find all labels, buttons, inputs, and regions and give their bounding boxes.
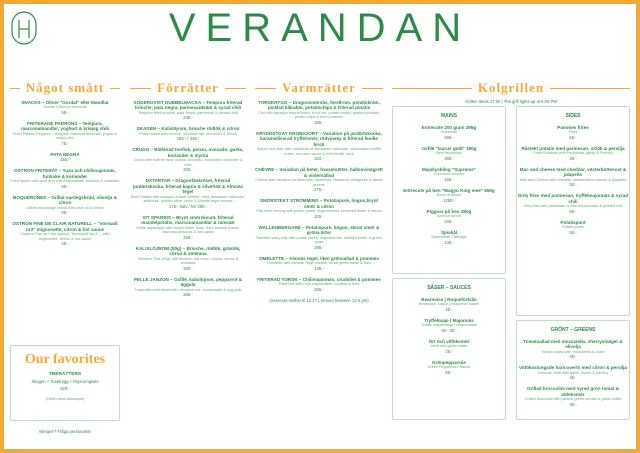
menu-item-title: Grönpepparsås (432, 360, 466, 365)
menu-item-title: OSTRON FINE DE CLAIR NATURELL – "normadi nr3" mignonette, citron & hot sauce (12, 221, 118, 232)
menu-item-price: 225:- (183, 234, 193, 240)
menu-item (255, 225, 383, 250)
menu-item-title: FRITERADE PADRONS – Tempura, marconamandlar, yoghurt & krispig chili (21, 121, 109, 132)
menu-item-description: Tempura fried brioche, pata negra, parmesan & pickled chili (137, 110, 239, 115)
menu-item-title: Mac and cheese med cheddar, västerbottenost & jalapeño (519, 167, 627, 178)
menu-item-price: 45:- (445, 307, 453, 312)
menu-item-description: Swedish veal patty with potato purée, lingonberries, clarified butter & green peas (255, 235, 382, 245)
menu-item (393, 360, 505, 375)
favorites-price: 625:- (60, 386, 70, 391)
menu-item-title: Spiskål (440, 230, 458, 235)
menu-item-price: 205:- (183, 167, 193, 173)
column-grill (392, 80, 630, 407)
menu-item-title: KALIXLÖJROM (50g) – Brioche, rödlök, gräslök, citron & smetana (135, 245, 241, 257)
section-header (255, 80, 383, 96)
menu-item-price: 320:- (183, 265, 193, 271)
menu-item-description: Grilled broccolini with pickled green tomato & garlic butter (524, 397, 622, 402)
menu-item-description: Pan-fried Herring with potato purée, lingonberries, browned butter & lemon (256, 209, 382, 214)
menu-item-price: 295:- (444, 135, 454, 140)
menu-item-price: 165:- (60, 157, 70, 163)
menu-item (130, 178, 246, 208)
grill-sides-items (517, 125, 629, 235)
menu-item-title: Pommes frites (557, 125, 589, 130)
menu-item (130, 126, 246, 141)
menu-item-price: 35:- 30:- (441, 328, 457, 333)
menu-item-title: CRUDO – Bläfenad tonfisk, ponzu, avocado, gurka, koriander & myntа (132, 147, 244, 158)
menu-item (130, 215, 246, 240)
menu-item-title: Potatispuré (560, 219, 586, 225)
column-small (10, 80, 120, 252)
menu-item-description: Beef tenderloin (436, 151, 462, 156)
column-starters (130, 80, 246, 303)
menu-item-price: 265:- (444, 156, 454, 161)
menu-item-title: Tryffelmajo | Majonnäs (424, 318, 474, 323)
menu-item (393, 230, 505, 245)
menu-item-price: 85:- (61, 210, 69, 216)
menu-item (393, 297, 505, 312)
menu-item-description: Green Peppercorn Sauce (427, 365, 471, 370)
menu-item-price: 55:- (445, 370, 453, 375)
menu-item-price: 175:- halv / hel 285:- (168, 203, 208, 209)
menu-item-price: 265:- (314, 286, 324, 292)
menu-item (10, 100, 120, 115)
section-header (10, 80, 120, 96)
menu-item-price: 45:- (569, 375, 577, 381)
section-title-small: Något smått (25, 80, 105, 95)
menu-item (10, 195, 120, 215)
menu-item-price: 185:- / 245:- (176, 136, 200, 142)
menu-item-description: Potato purée (562, 225, 584, 230)
menu-item-price: 145:- (314, 265, 324, 271)
menu-item-description: Herb and garlic butter (430, 344, 468, 349)
menu-item-title: VIT SPARRIS – Brynt smörsksum, friterad mandelpotatis, marconamandlar & rams&k (141, 214, 235, 226)
menu-item (255, 256, 383, 271)
grill-sides-head: SIDES (565, 113, 581, 119)
menu-item-description: Truffle mayonnaise | Mayonnaise (421, 323, 477, 328)
menu-item (10, 121, 120, 146)
grill-sauces-items (393, 297, 505, 375)
menu-item (130, 100, 246, 120)
menu-item (393, 209, 505, 224)
menu-item-description: Fries (568, 130, 578, 135)
menu-item (255, 198, 383, 218)
menu-item-description: Omelette with Almnäs Tegel cheese, small green salad & fries (267, 261, 371, 266)
menu-item-description: Fried Potatoes with Parmesan, garlic & Parsley (533, 151, 613, 156)
menu-item-description: Corn-feed chicken (433, 172, 465, 177)
menu-item (130, 277, 246, 297)
menu-item-price: 55:- (61, 110, 69, 115)
menu-item-description: Mac and Cheese with cheddar, västerbotten cheese & jalapeño (519, 177, 627, 182)
menu-item-price: 75:- (61, 141, 69, 146)
menu-item-title: Ört och vitlöksmör (428, 339, 470, 344)
menu-item (393, 339, 505, 354)
menu-item (517, 167, 629, 187)
menu-item (255, 167, 383, 192)
menu-item (255, 277, 383, 292)
menu-item (10, 152, 120, 162)
section-items (130, 100, 246, 297)
menu-item-title: Grillad broccolini med syrad grön tomat & vitlöksmör (527, 386, 619, 397)
section-title-starters: Förrätter (157, 80, 219, 95)
section-header (130, 80, 246, 96)
grill-greens-items (517, 339, 629, 407)
menu-item-title: Råstekt potatis med parmesan, vitlök & persilja (521, 146, 625, 151)
menu-item-description: Tomato salad with mozzarella & onion (541, 349, 605, 354)
menu-item-title: PELLE JANZON – Oxfilé, kalixlöjrom, pepparrot & äggula (133, 276, 243, 288)
menu-item (517, 125, 629, 140)
menu-item (255, 131, 383, 161)
menu-item-description: Prawn salad with brioche, vendace roe, red onion & lemon (138, 131, 238, 136)
mains-time-note: (Serveras mellan kl 12-17 | Served between 12-5 pm) (269, 297, 369, 303)
menu-item-description: Dirty fries with parmesan, truffle mayonnaise & pickled chili (523, 204, 623, 209)
menu-item-title: DXTARTAR – Dragonfänkrösel, friterad jordärtskocka, friterad kapris & silverlök & Almnäs tegel (132, 178, 244, 195)
favorites-box (10, 345, 120, 421)
menu-item-price: 235:- (183, 115, 193, 121)
menu-item-price: 65:- (569, 208, 577, 214)
menu-item-title: Entrecote 200 gram 295g (421, 125, 477, 130)
menu-item-description: Haricots verts with garlic, lemon & parsley (537, 370, 609, 375)
favorites-title: Our favorites (24, 352, 106, 367)
favorites-note: (Gäller hela sällskapet) (45, 397, 85, 401)
menu-item-description: White asparagus with brown butter foam, fried almond potato, Marcona almonds & wild garlic (136, 225, 240, 235)
menu-item-title: KRYDDSTOAT KRONHJORT – Variation på jordärtskocka, karamelliserad tryffelsmör, rödvinsky & friterad feuille brick (256, 131, 382, 147)
section-title-mains: Varmrätter (282, 80, 356, 95)
menu-item-description: Grilled sourdough bread with olive oil & lemon (26, 205, 104, 210)
menu-item-price: 295:- (314, 244, 324, 250)
menu-item-title: Vitlöksslungade haricoverts med citron & persilja (519, 365, 627, 371)
grill-sauces-head: SÅSER – SAUCES (427, 285, 471, 291)
menu-item-description: Fried Padron Peppers – tempura, marcona almonds, yogurt & crispy chili (13, 131, 117, 141)
grill-greens-head: GRÖNT – GREENS (550, 327, 596, 333)
menu-item-title: OMELETTE – Almnäs tegel, liten grönsallad & pommes (259, 255, 379, 261)
menu-item-price: 320:- (314, 156, 324, 162)
menu-item (393, 318, 505, 333)
menu-item-description: Gordal Olives or Almonds (43, 105, 87, 110)
favorites-line1: TRERÄTTERS (48, 372, 82, 377)
menu-item-title: SKAGEN – Kalixlöjrom, brioche rödlök & citron (136, 126, 240, 132)
menu-item-title: Entrecote på ben "Wagyu King mee" 850g (403, 188, 495, 193)
menu-item (517, 220, 629, 235)
menu-item (517, 365, 629, 380)
menu-item-price: 65:- (61, 183, 69, 189)
menu-item-price: 45:- (61, 241, 69, 247)
column-mains (255, 80, 383, 303)
menu-item-title: PATA NEGRA (50, 152, 80, 157)
menu-item (255, 100, 383, 125)
menu-item-description: Toast with beef tenderloin, vendace roe, horseradish & egg yolk (134, 287, 242, 292)
menu-item-title: Piggvar på ben 350g (426, 209, 472, 214)
menu-item-price: 275:- (314, 187, 324, 193)
favorites-line2: Skagen + Torskrygg + Popcornglass (31, 379, 99, 384)
menu-item (393, 167, 505, 182)
menu-item-title: Oxfilé "laurus gold" 180g (421, 146, 477, 151)
menu-item (10, 168, 120, 188)
grill-greens-panel (516, 320, 630, 420)
menu-item-title: SMÖRSTEKT STRÖMMING – Potatispuré, lingon,brynt smör & citron (259, 198, 379, 209)
menu-item-description: Entrecote (440, 130, 458, 135)
grill-sides-panel (516, 106, 630, 316)
menu-item-title: Bearnaise | Roquefortsås (421, 297, 477, 302)
menu-item (393, 146, 505, 161)
grill-mains-items (393, 125, 505, 245)
grill-mains-head: MAINS (440, 113, 458, 119)
menu-item (517, 339, 629, 359)
menu-item-price: 165:- (444, 177, 454, 182)
menu-item-price: 225:- (314, 213, 324, 219)
page-title: VERANDAN (168, 6, 472, 50)
menu-item-price: 335:- (314, 120, 324, 125)
grill-mains-panel (392, 106, 506, 274)
menu-item-description: Vendace Roe (50g) with brioche, red onion, chives, lemon & smetana (137, 256, 239, 266)
menu-item-title: Tomatsallad med mozzarella, sherryvinäger & olivolja (523, 339, 623, 350)
menu-item-description: Bone-in ribeye (436, 193, 462, 198)
menu-item (130, 246, 246, 271)
menu-item (517, 386, 629, 406)
menu-item-description: Bone-in turbot (437, 214, 461, 219)
menu-item-price: 145:- (444, 240, 454, 245)
section-title-grill: Kolgrillen (477, 80, 545, 95)
menu-item-description: Oysters Fine de Clair Natural "Normandi No.3" – with mignonette, lemon & hot sauce (20, 232, 110, 241)
menu-item-price: 45:- (569, 354, 577, 360)
section-items (255, 100, 383, 292)
menu-item (517, 193, 629, 213)
menu-item-title: WALLENBERGARE – Potatispure, lingon, skirat smör & gröna ärtor (258, 224, 380, 236)
menu-item-price: 345:- (444, 219, 454, 224)
footer-allergy-note: Allergier? Fråga personalen! (38, 429, 92, 434)
menu-item-description: Spiced red deer with variations of Jerusalem artichoke, caramelized truffle butter, red wine sauce & fried feuille brick (256, 147, 382, 156)
menu-item-title: Majskyckling "Supreme" (422, 167, 476, 172)
menu-item (517, 146, 629, 161)
menu-item-title: BOQUERONES – Grillat surdegsbröd, olivolja & citron (13, 194, 117, 206)
menu-item-title: TORSKRYGG – Dragonsmörsås, forellrom, potatiskräm, picklad kålrabbi, potatischips & friterad potatis (258, 100, 380, 111)
menu-item-description: Fried cod with Chili mayonnaise, crudités & fries (278, 282, 360, 287)
menu-item-price: 45:- (569, 156, 577, 161)
menu-item (130, 147, 246, 172)
menu-item-title: Dirty fries med parmesan, tryffelmajonnäs & syrad chili (517, 193, 629, 204)
menu-item-description: Sweetheart Cabbage (431, 235, 467, 240)
grill-subtitle: Grillen tänds 17:00 | The grill lights up at 5:00 PM (465, 99, 557, 104)
section-items (10, 100, 120, 246)
menu-item (393, 125, 505, 140)
menu-item-title: SNACKS – Oliver "Gordal" eller Mandlar (21, 100, 109, 105)
menu-item-price: 55:- (569, 229, 577, 235)
menu-item (393, 188, 505, 203)
menu-item-title: CHÈVRE – Variation på beter, hasselnötter, hallonvinägrett & vintersallad (255, 167, 383, 178)
section-header (392, 80, 630, 96)
menu-item-description: Bearnaise Sauce | Roquefort sauce (419, 302, 479, 307)
menu-item-description: Chèvre with variation on beetroots, hazelnuts, raspberry vinaigrette & winter greens (255, 178, 383, 187)
menu-item-price: 45:- (569, 401, 577, 407)
menu-item-title: OSTRON FRITERAT – Yuzu och chilimajonnäs, furikake & koriander (14, 168, 116, 179)
menu-item-description: Crudo with blue fin tuna, ponzu, avocado, cucumber, coriander & mint (133, 158, 243, 167)
menu-item-price: 265:- (183, 292, 193, 298)
menu-item-description: Cod with tarragon beurre blanc, trout roe, potato cream, pickled kohlrabi, potato chips & fried potatoes (258, 110, 380, 120)
menu-item-price: 25:- (445, 349, 453, 354)
menu-item-description: Fried oyster with yuzu and chili mayonnaise, furikake & coriander (10, 179, 120, 184)
menu-item-price: 55:- (569, 182, 577, 188)
menu-item-price: 55:- (569, 135, 577, 140)
menu-item-title: FRITERAD TORSK – Chilimajonnäs, crudidiet & pommes (257, 276, 381, 282)
menu-item-title: SÖDERGVIST DUBBELMACKA – Tempura friterad brioche, pata negra, parmesankräm & syrad chili (133, 100, 243, 111)
menu-item-description: Beef Tartare with tarragon cream cheese, fried Jerusalem artichoke, artichoke, pickled silver onion & Almnäs tegel cheese (130, 194, 246, 204)
menu-item-price: 1250:- (443, 198, 455, 203)
menu-item (10, 221, 120, 246)
grill-sauces-panel (392, 278, 506, 420)
